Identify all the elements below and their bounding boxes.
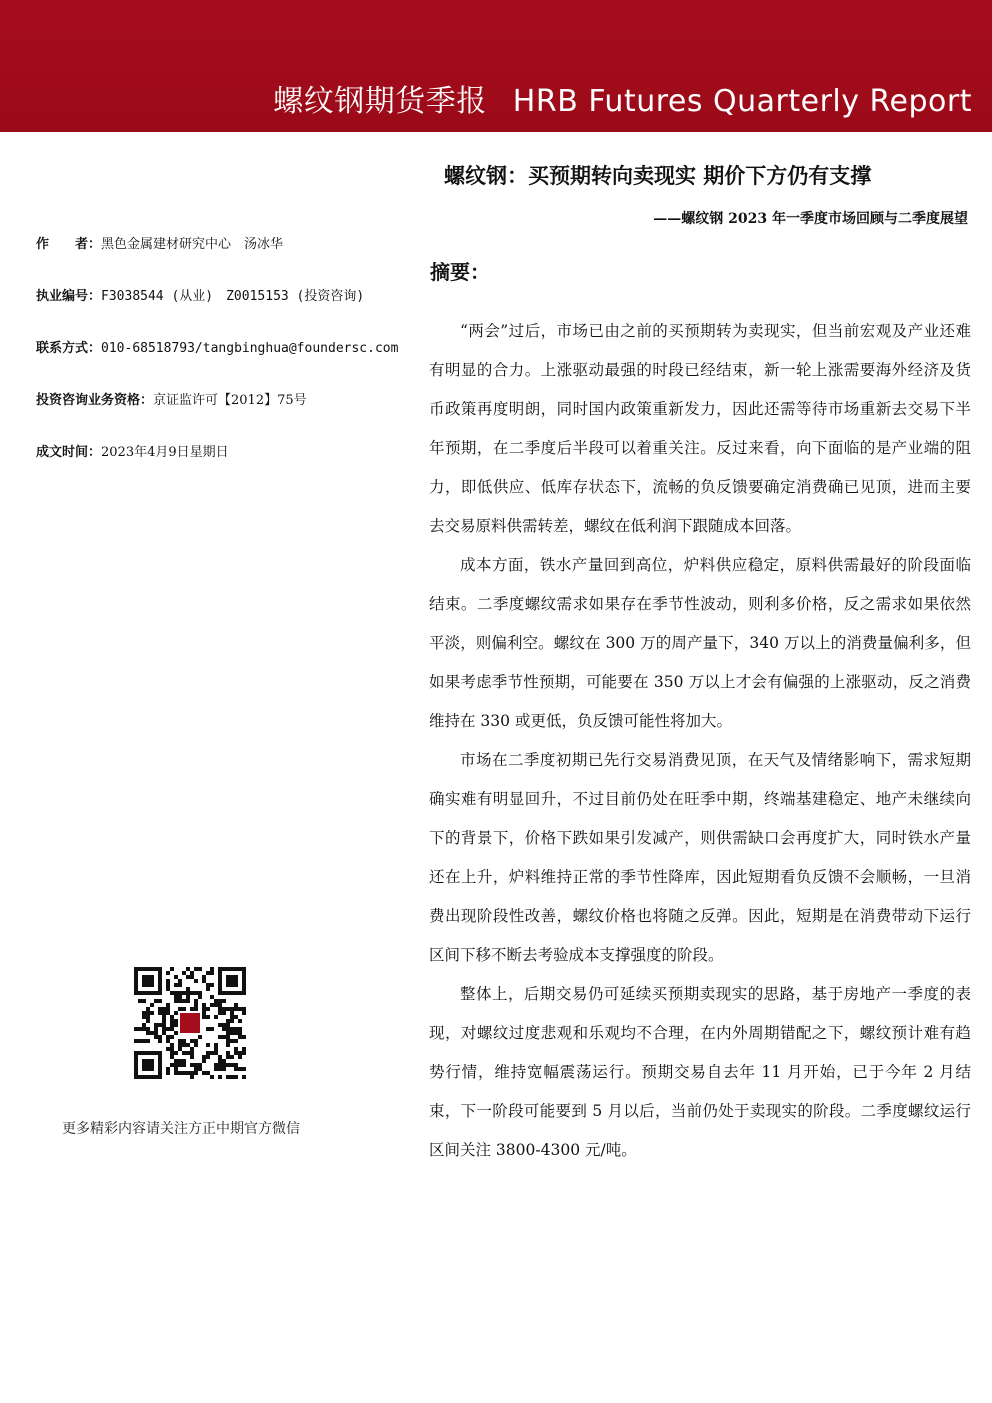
qr-code-icon — [134, 967, 246, 1079]
qr-module — [174, 1023, 178, 1027]
qr-module — [234, 1031, 238, 1035]
qr-module — [182, 1043, 186, 1047]
qr-module — [170, 1063, 174, 1067]
qr-module — [226, 1027, 230, 1031]
qr-module — [158, 1023, 162, 1027]
report-series-title-cn: 螺纹钢期货季报 — [273, 84, 487, 119]
qr-module — [226, 1031, 230, 1035]
qr-module — [142, 1015, 146, 1019]
qr-module — [230, 1039, 234, 1043]
qr-module — [206, 1015, 210, 1019]
qr-module — [218, 1007, 222, 1011]
qr-module — [226, 1023, 230, 1027]
qr-module — [178, 1071, 182, 1075]
qr-module — [162, 1011, 166, 1015]
qr-module — [154, 1031, 158, 1035]
qr-module — [234, 1015, 238, 1019]
contact-label: 联系方式： — [36, 341, 102, 356]
qr-module — [234, 1039, 238, 1043]
qr-module — [238, 1067, 242, 1071]
author-label: 作 者： — [36, 237, 102, 252]
qr-module — [242, 1011, 246, 1015]
qr-module — [142, 1023, 146, 1027]
qr-module — [226, 1007, 230, 1011]
qr-module — [238, 1035, 242, 1039]
qr-finder-inner — [226, 975, 238, 987]
qr-module — [206, 983, 210, 987]
header-banner — [0, 0, 992, 132]
qr-module — [166, 1035, 170, 1039]
qr-module — [182, 1071, 186, 1075]
qr-module — [146, 1039, 150, 1043]
qr-module — [174, 1067, 178, 1071]
qr-module — [202, 979, 206, 983]
qr-module — [154, 1035, 158, 1039]
qr-module — [202, 975, 206, 979]
qr-finder-inner — [142, 975, 154, 987]
qr-module — [194, 991, 198, 995]
qr-module — [194, 1043, 198, 1047]
qr-module — [194, 1071, 198, 1075]
qr-module — [170, 1043, 174, 1047]
report-series-title-en: HRB Futures Quarterly Report — [512, 84, 972, 119]
qr-module — [190, 1007, 194, 1011]
qr-module — [218, 1003, 222, 1007]
qr-module — [170, 1023, 174, 1027]
author-row — [36, 233, 283, 252]
qr-module — [214, 1043, 218, 1047]
qr-code-graphic — [134, 967, 246, 1079]
qr-module — [182, 1063, 186, 1067]
report-subtitle: ——螺纹钢 2023 年一季度市场回顾与二季度展望 — [653, 211, 968, 227]
qr-module — [190, 1071, 194, 1075]
qr-module — [174, 1031, 178, 1035]
qr-module — [170, 1047, 174, 1051]
qr-module — [178, 979, 182, 983]
qr-module — [206, 1051, 210, 1055]
qr-module — [174, 999, 178, 1003]
qr-module — [190, 1055, 194, 1059]
qr-module — [162, 1027, 166, 1031]
qr-module — [222, 999, 226, 1003]
qr-module — [146, 1027, 150, 1031]
qr-module — [238, 1027, 242, 1031]
qr-module — [198, 991, 202, 995]
qr-module — [182, 999, 186, 1003]
qr-module — [162, 1019, 166, 1023]
qr-module — [214, 1067, 218, 1071]
qr-module — [182, 1007, 186, 1011]
qr-module — [206, 1027, 210, 1031]
qr-module — [198, 1063, 202, 1067]
qr-module — [158, 999, 162, 1003]
qr-module — [186, 975, 190, 979]
qr-module — [202, 1007, 206, 1011]
qr-module — [198, 995, 202, 999]
qr-module — [150, 1003, 154, 1007]
qr-module — [198, 1035, 202, 1039]
qr-module — [202, 1059, 206, 1063]
abstract-body — [429, 312, 971, 1170]
qr-module — [194, 979, 198, 983]
qr-module — [190, 1075, 194, 1079]
qr-module — [154, 999, 158, 1003]
qr-module — [190, 1063, 194, 1067]
qr-module — [242, 1035, 246, 1039]
qr-module — [146, 1007, 150, 1011]
qr-module — [210, 967, 214, 971]
qr-module — [210, 983, 214, 987]
qr-module — [182, 1039, 186, 1043]
qr-module — [234, 1067, 238, 1071]
qr-module — [174, 983, 178, 987]
qr-module — [218, 1035, 222, 1039]
qr-module — [190, 1039, 194, 1043]
qr-module — [234, 1075, 238, 1079]
license-value: F3038544 (从业) Z0015153 (投资咨询) — [101, 289, 365, 304]
qr-module — [206, 971, 210, 975]
qr-module — [210, 1003, 214, 1007]
license-row — [36, 285, 364, 304]
qr-module — [222, 1059, 226, 1063]
qr-module — [178, 1063, 182, 1067]
qr-module — [194, 967, 198, 971]
qr-module — [222, 1067, 226, 1071]
qr-module — [170, 991, 174, 995]
qr-module — [174, 991, 178, 995]
qr-module — [178, 1039, 182, 1043]
qr-module — [186, 1071, 190, 1075]
qr-module — [178, 1043, 182, 1047]
qr-module — [178, 983, 182, 987]
qr-module — [218, 1067, 222, 1071]
qr-module — [178, 991, 182, 995]
qr-module — [178, 1047, 182, 1051]
qr-module — [186, 987, 190, 991]
qr-module — [234, 1047, 238, 1051]
abstract-paragraph: 整体上，后期交易仍可延续买预期卖现实的思路，基于房地产一季度的表现，对螺纹过度悲观和乐观均不合理，在内外周期错配之下，螺纹预计难有趋势行情，维持宽幅震荡运行。预期交易自去年 11 月开始，已于今年 2 月结束，下一阶段可能要到 5 月以后，当前仍处于卖现实的阶段。二季度螺纹运行区间关注 3800-4300 元/吨。 — [429, 985, 971, 1159]
qr-module — [206, 1055, 210, 1059]
qr-module — [214, 1047, 218, 1051]
qr-module — [210, 1051, 214, 1055]
qr-module — [166, 971, 170, 975]
qr-module — [230, 1015, 234, 1019]
qr-module — [226, 1039, 230, 1043]
qr-module — [202, 1071, 206, 1075]
qr-module — [218, 1023, 222, 1027]
qr-module — [230, 1063, 234, 1067]
qr-module — [170, 1051, 174, 1055]
qr-module — [138, 999, 142, 1003]
qr-module — [214, 1063, 218, 1067]
qr-module — [134, 1027, 138, 1031]
qr-module — [158, 1039, 162, 1043]
qr-finder-inner — [142, 1059, 154, 1071]
qr-module — [214, 1015, 218, 1019]
qr-module — [222, 1027, 226, 1031]
qr-module — [222, 1063, 226, 1067]
qr-module — [166, 1007, 170, 1011]
qr-module — [166, 983, 170, 987]
qr-module — [202, 1055, 206, 1059]
qr-module — [186, 1043, 190, 1047]
qr-module — [150, 1011, 154, 1015]
qr-module — [206, 1043, 210, 1047]
qr-module — [174, 1071, 178, 1075]
qr-module — [198, 967, 202, 971]
qr-module — [178, 995, 182, 999]
qr-module — [174, 1051, 178, 1055]
date-label: 成文时间： — [36, 445, 102, 460]
qr-module — [222, 1011, 226, 1015]
qr-module — [194, 999, 198, 1003]
qr-module — [206, 1007, 210, 1011]
license-label: 执业编号： — [36, 289, 102, 304]
qr-module — [206, 1071, 210, 1075]
qr-module — [182, 1051, 186, 1055]
qr-module — [230, 1019, 234, 1023]
qr-module — [218, 1055, 222, 1059]
qr-module — [154, 1023, 158, 1027]
abstract-paragraph: 市场在二季度初期已先行交易消费见顶，在天气及情绪影响下，需求短期确实难有明显回升，不过目前仍处在旺季中期，终端基建稳定、地产未继续向下的背景下，价格下跌如果引发减产，则供需缺口会再度扩大，同时铁水产量还在上升，炉料维持正常的季节性降库，因此短期看负反馈不会顺畅，一旦消费出现阶段性改善，螺纹价格也将随之反弹。因此，短期是在消费带动下运行区间下移不断去考验成本支撑强度的阶段。 — [429, 751, 971, 964]
qr-module — [162, 1007, 166, 1011]
qr-module — [142, 999, 146, 1003]
qr-module — [170, 1027, 174, 1031]
qr-module — [202, 1003, 206, 1007]
qr-module — [214, 999, 218, 1003]
report-series-title — [273, 76, 972, 120]
qr-module — [194, 1007, 198, 1011]
qr-logo — [180, 1013, 200, 1033]
qr-module — [186, 999, 190, 1003]
qr-module — [190, 991, 194, 995]
qr-module — [230, 1031, 234, 1035]
qr-module — [222, 1007, 226, 1011]
qr-module — [162, 1023, 166, 1027]
qr-module — [230, 1027, 234, 1031]
qr-module — [210, 1075, 214, 1079]
abstract-heading: 摘要： — [430, 260, 490, 284]
qr-module — [142, 1011, 146, 1015]
qualification-value: 京证监许可【2012】75号 — [153, 393, 307, 408]
qr-module — [226, 1075, 230, 1079]
qr-module — [242, 1051, 246, 1055]
qr-module — [226, 1063, 230, 1067]
qr-module — [158, 1011, 162, 1015]
qr-module — [194, 1067, 198, 1071]
qr-module — [178, 1059, 182, 1063]
qr-module — [238, 1055, 242, 1059]
date-value: 2023年4月9日星期日 — [101, 445, 229, 460]
qr-module — [210, 1027, 214, 1031]
qr-module — [178, 999, 182, 1003]
qr-module — [154, 1027, 158, 1031]
qr-module — [174, 1059, 178, 1063]
qr-module — [190, 971, 194, 975]
author-value: 黑色金属建材研究中心 汤冰华 — [101, 237, 284, 252]
qr-module — [210, 971, 214, 975]
qr-module — [226, 1051, 230, 1055]
contact-row — [36, 337, 398, 356]
qr-module — [242, 1047, 246, 1051]
date-row — [36, 441, 229, 460]
qr-module — [166, 1011, 170, 1015]
qr-module — [194, 1003, 198, 1007]
qr-module — [234, 1027, 238, 1031]
qr-module — [174, 975, 178, 979]
qr-module — [150, 1031, 154, 1035]
qr-module — [170, 967, 174, 971]
qr-module — [138, 1027, 142, 1031]
qr-module — [238, 1051, 242, 1055]
qr-module — [190, 975, 194, 979]
qr-module — [230, 1075, 234, 1079]
qr-module — [174, 1019, 178, 1023]
qr-module — [242, 1075, 246, 1079]
qr-module — [194, 1039, 198, 1043]
qr-module — [234, 1007, 238, 1011]
qr-module — [166, 987, 170, 991]
qr-module — [182, 991, 186, 995]
abstract-paragraph: “两会”过后，市场已由之前的买预期转为卖现实，但当前宏观及产业还难有明显的合力。上涨驱动最强的时段已经结束，新一轮上涨需要海外经济及货币政策再度明朗，同时国内政策重新发力，因此还需等待市场重新去交易下半年预期，在二季度后半段可以着重关注。反过来看，向下面临的是产业端的阻力，即低供应、低库存状态下，流畅的负反馈要确定消费确已见顶，进而主要去交易原料供需转差，螺纹在低利润下跟随成本回落。 — [429, 322, 971, 535]
qr-module — [158, 1007, 162, 1011]
qr-module — [238, 1019, 242, 1023]
qr-module — [170, 1035, 174, 1039]
qualification-row — [36, 389, 307, 408]
qr-module — [166, 979, 170, 983]
qr-module — [146, 1019, 150, 1023]
qr-module — [170, 1055, 174, 1059]
qr-module — [186, 995, 190, 999]
qr-module — [218, 1011, 222, 1015]
qr-module — [162, 1031, 166, 1035]
banner-divider — [0, 132, 992, 134]
qr-module — [226, 1019, 230, 1023]
qr-module — [238, 1031, 242, 1035]
qr-module — [202, 1011, 206, 1015]
qr-module — [238, 1007, 242, 1011]
qr-module — [170, 1019, 174, 1023]
qr-module — [142, 1039, 146, 1043]
qr-module — [198, 1067, 202, 1071]
qr-module — [166, 1071, 170, 1075]
qr-module — [222, 1023, 226, 1027]
qr-module — [138, 1039, 142, 1043]
qr-module — [186, 991, 190, 995]
qr-module — [174, 1011, 178, 1015]
qr-module — [174, 995, 178, 999]
qr-module — [186, 1051, 190, 1055]
qr-module — [146, 1015, 150, 1019]
qr-module — [214, 1051, 218, 1055]
qr-module — [206, 987, 210, 991]
qr-module — [142, 1027, 146, 1031]
qr-module — [234, 1051, 238, 1055]
qr-module — [226, 1055, 230, 1059]
qr-module — [230, 1011, 234, 1015]
qr-module — [190, 1051, 194, 1055]
qr-module — [226, 1035, 230, 1039]
qr-module — [218, 1075, 222, 1079]
qr-module — [174, 1063, 178, 1067]
qr-module — [234, 1063, 238, 1067]
contact-value: 010-68518793/tangbinghua@foundersc.com — [101, 341, 399, 356]
report-title: 螺纹钢：买预期转向卖现实 期价下方仍有支撑 — [444, 163, 872, 188]
qr-module — [178, 1007, 182, 1011]
qr-module — [234, 1003, 238, 1007]
qr-module — [218, 999, 222, 1003]
qr-module — [210, 995, 214, 999]
qualification-label: 投资咨询业务资格： — [36, 393, 154, 408]
qr-module — [146, 1011, 150, 1015]
qr-module — [166, 1047, 170, 1051]
qr-module — [218, 1059, 222, 1063]
qr-module — [158, 1035, 162, 1039]
qr-module — [166, 1027, 170, 1031]
qr-module — [242, 1067, 246, 1071]
qr-module — [218, 1063, 222, 1067]
qr-module — [182, 971, 186, 975]
qr-module — [170, 1015, 174, 1019]
qr-module — [146, 1031, 150, 1035]
qr-module — [242, 1007, 246, 1011]
qr-module — [190, 1047, 194, 1051]
qr-module — [230, 1007, 234, 1011]
qr-module — [166, 1003, 170, 1007]
qr-module — [222, 1035, 226, 1039]
qr-module — [182, 1059, 186, 1063]
qr-module — [186, 967, 190, 971]
qr-module — [214, 1003, 218, 1007]
qr-module — [226, 1043, 230, 1047]
qr-module — [166, 1039, 170, 1043]
qr-module — [134, 1039, 138, 1043]
qr-module — [202, 1015, 206, 1019]
qr-module — [230, 1055, 234, 1059]
qr-module — [194, 1063, 198, 1067]
qr-caption: 更多精彩内容请关注方正中期官方微信 — [62, 1121, 300, 1137]
qr-module — [166, 1067, 170, 1071]
abstract-paragraph: 成本方面，铁水产量回到高位，炉料供应稳定，原料供需最好的阶段面临结束。二季度螺纹需求如果存在季节性波动，则利多价格，反之需求如果依然平淡，则偏利空。螺纹在 300 万的周产量下，340 万以上的消费量偏利多，但如果考虑季节性预期，可能要在 350 万以上才会有偏强的上涨驱动，反之消费维持在 330 或更低，负反馈可能性将加大。 — [429, 556, 971, 730]
qr-module — [162, 1015, 166, 1019]
